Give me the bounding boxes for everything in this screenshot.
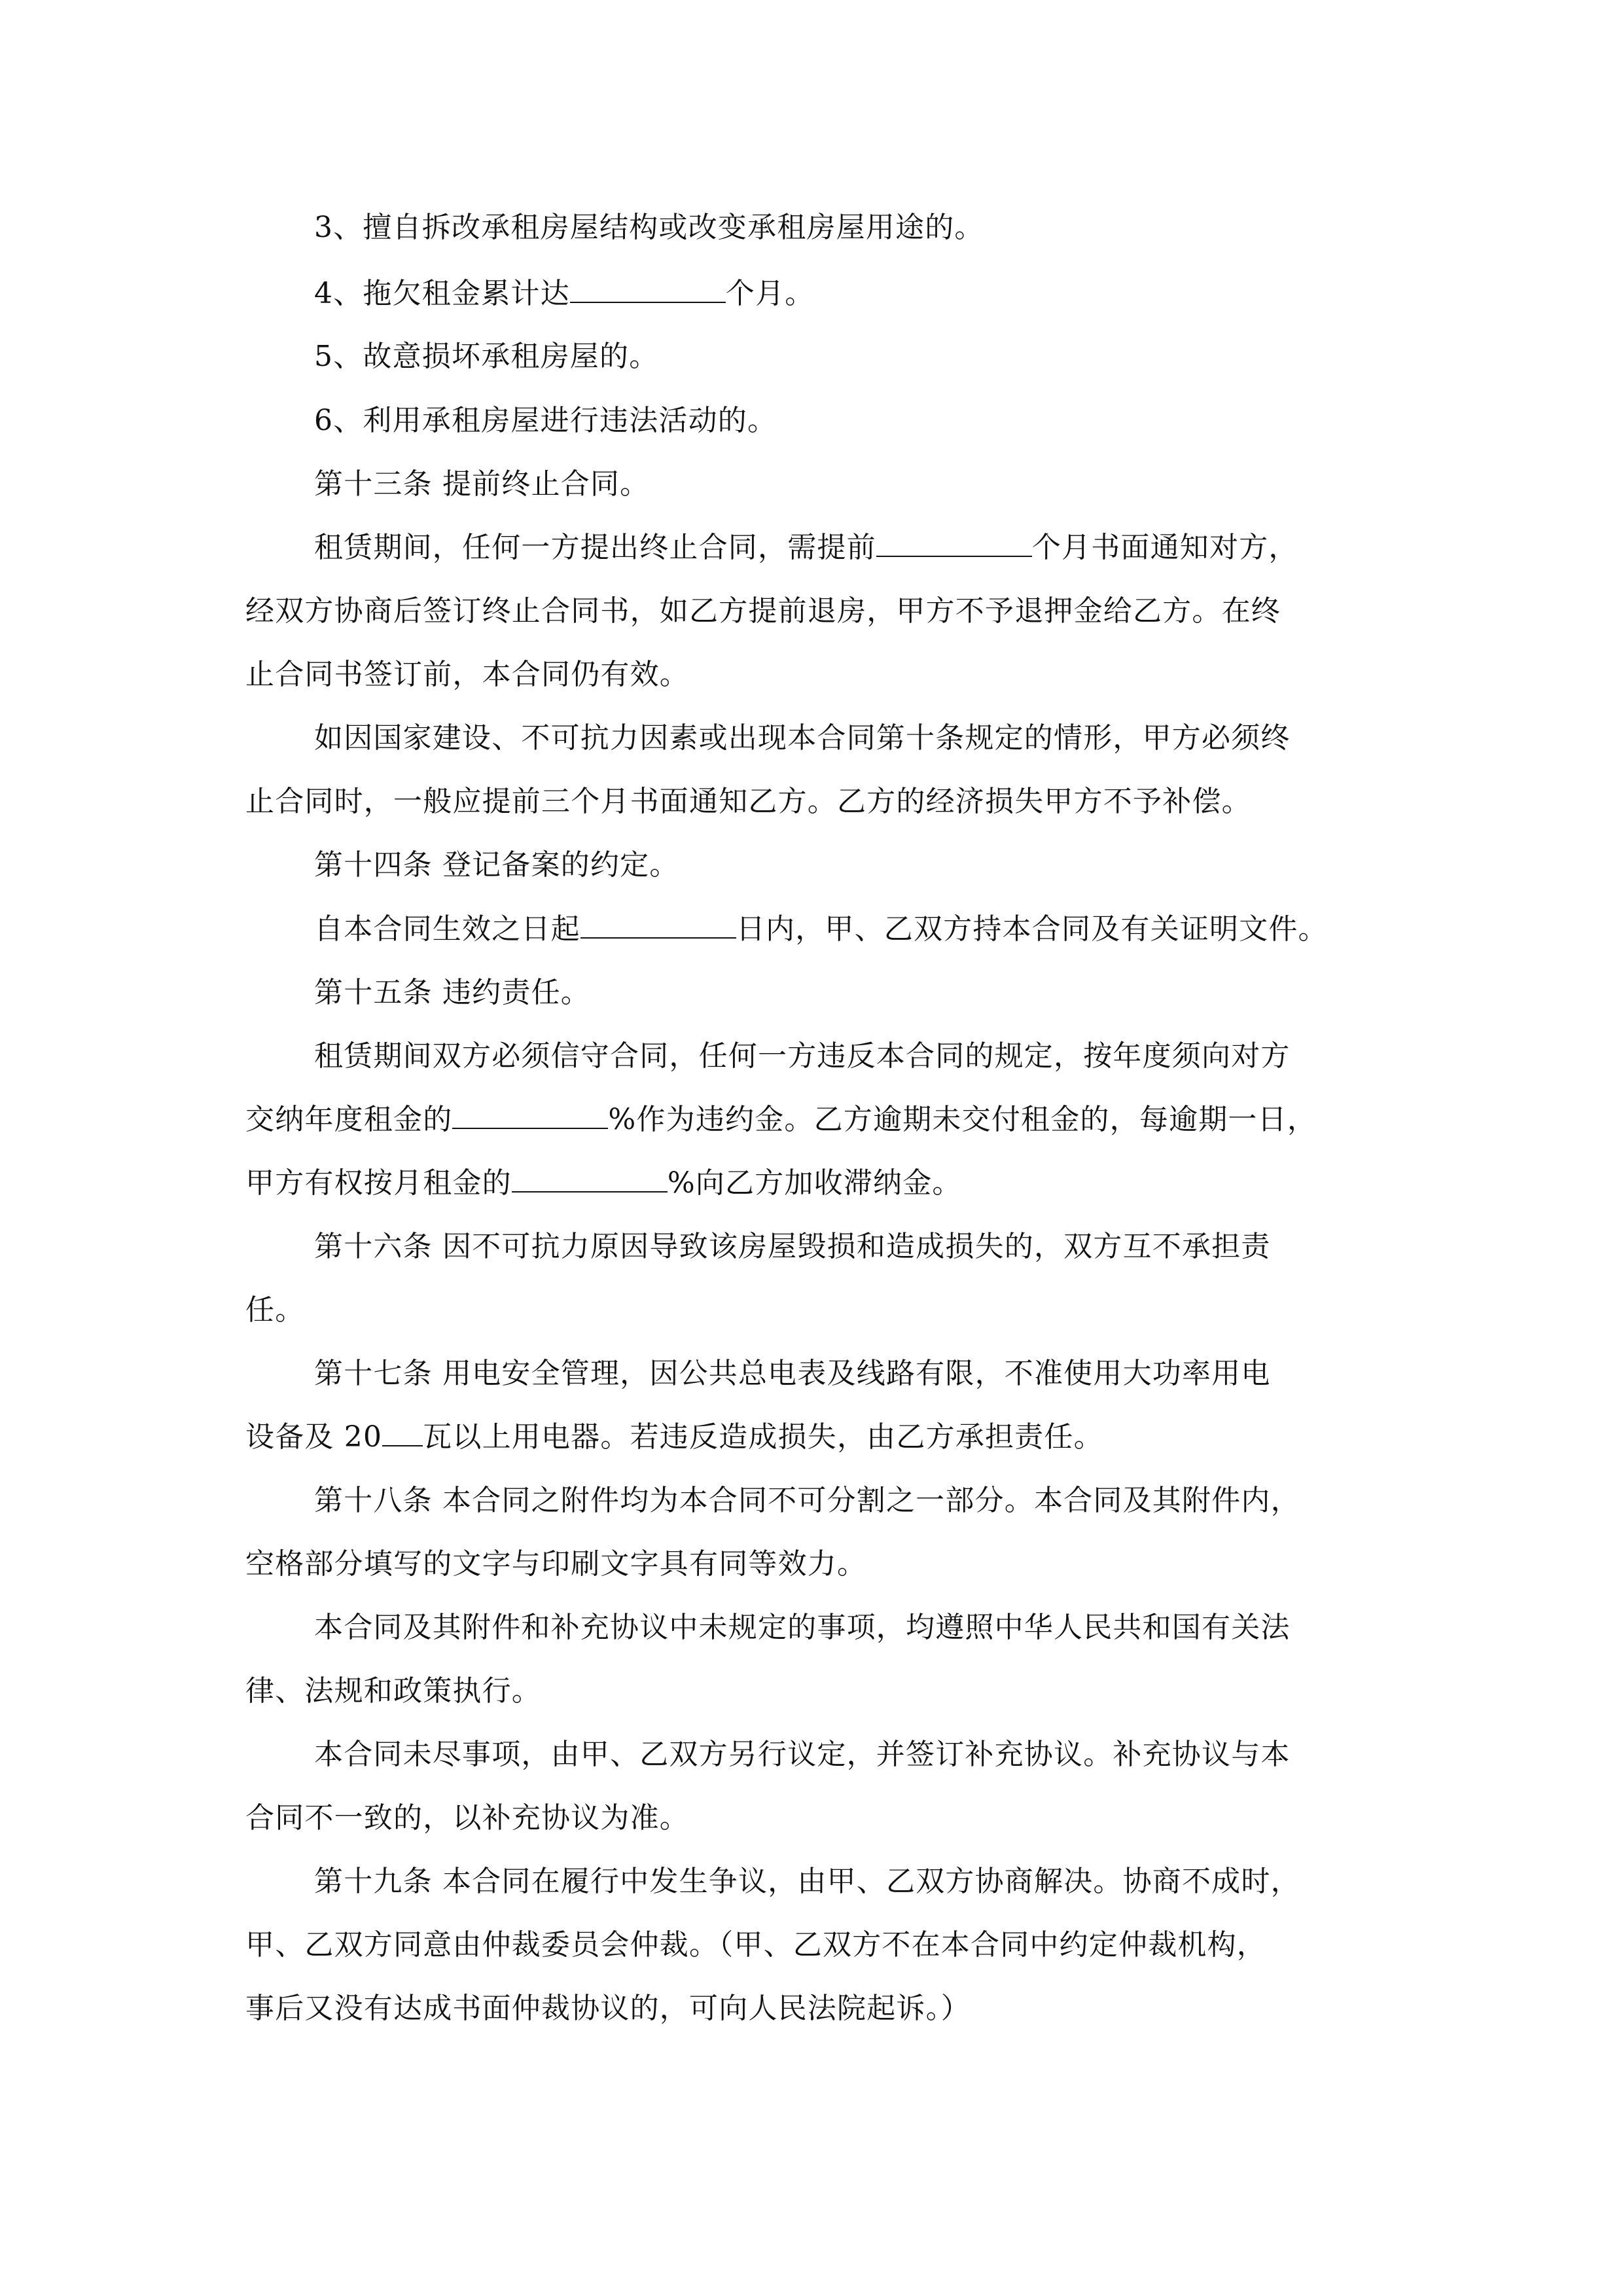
fill-blank-notice-months[interactable] (876, 529, 1032, 557)
line-text-after: 瓦以上用电器。若违反造成损失，由乙方承担责任。 (423, 1420, 1103, 1454)
article-19-paragraph-cont (245, 1926, 1423, 1965)
line-text-before: 甲方有权按月租金的 (245, 1166, 512, 1200)
line-text-after: 日内，甲、乙双方持本合同及有关证明文件。 (736, 912, 1328, 946)
article-19-paragraph (314, 1862, 1492, 1901)
line-text: 本合同及其附件和补充协议中未规定的事项，均遵照中华人民共和国有关法 (314, 1611, 1291, 1644)
clause-item-4 (314, 274, 1492, 314)
article-17-paragraph (314, 1354, 1492, 1393)
line-text: 租赁期间双方必须信守合同，任何一方违反本合同的规定，按年度须向对方 (314, 1039, 1291, 1073)
line-text: 律、法规和政策执行。 (245, 1674, 541, 1708)
article-18-paragraph-cont (245, 1545, 1423, 1584)
article-15-paragraph (314, 1037, 1492, 1076)
fill-blank-penalty-percent[interactable] (452, 1102, 608, 1129)
line-text: 第十四条 登记备案的约定。 (314, 848, 679, 882)
line-text: 事后又没有达成书面仲裁协议的，可向人民法院起诉。） (245, 1992, 971, 2025)
clause-item-5 (314, 337, 1492, 376)
article-15-paragraph-end (245, 1164, 1423, 1203)
line-text-after: 个月。 (725, 277, 815, 310)
article-13-paragraph-2 (314, 719, 1492, 758)
line-text: 合同不一致的，以补充协议为准。 (245, 1801, 689, 1835)
supplementary-paragraph-1 (314, 1608, 1492, 1647)
line-text: 第十七条 用电安全管理，因公共总电表及线路有限，不准使用大功率用电 (314, 1357, 1271, 1390)
article-13-paragraph-1 (314, 528, 1492, 567)
line-text: 第十九条 本合同在履行中发生争议，由甲、乙双方协商解决。协商不成时， (314, 1865, 1300, 1898)
line-text: 5、故意损坏承租房屋的。 (314, 340, 659, 373)
fill-blank-months-arrears[interactable] (570, 276, 726, 303)
line-text: 止合同时，一般应提前三个月书面通知乙方。乙方的经济损失甲方不予补偿。 (245, 785, 1251, 818)
line-text: 本合同未尽事项，由甲、乙双方另行议定，并签订补充协议。补充协议与本 (314, 1738, 1291, 1771)
line-text: 3、擅自拆改承租房屋结构或改变承租房屋用途的。 (314, 211, 984, 244)
article-18-paragraph (314, 1481, 1492, 1520)
line-text-before: 4、拖欠租金累计达 (314, 277, 570, 310)
article-19-paragraph-end (245, 1989, 1423, 2028)
article-15-paragraph-cont (245, 1100, 1423, 1139)
line-text-before: 交纳年度租金的 (245, 1103, 453, 1136)
line-text: 经双方协商后签订终止合同书，如乙方提前退房，甲方不予退押金给乙方。在终 (245, 594, 1281, 628)
article-14-heading (314, 846, 1492, 885)
line-text-before: 设备及 20 (245, 1420, 383, 1454)
article-15-heading (314, 973, 1492, 1013)
line-text: 任。 (245, 1293, 305, 1327)
line-text: 第十三条 提前终止合同。 (314, 467, 650, 501)
fill-blank-late-fee-percent[interactable] (512, 1165, 668, 1193)
fill-blank-registration-days[interactable] (580, 911, 736, 939)
article-13-paragraph-1-end (245, 655, 1423, 694)
line-text: 空格部分填写的文字与印刷文字具有同等效力。 (245, 1547, 867, 1581)
article-13-paragraph-2-cont (245, 782, 1423, 821)
article-16-paragraph-cont (245, 1291, 1423, 1330)
line-text: 第十六条 因不可抗力原因导致该房屋毁损和造成损失的，双方互不承担责 (314, 1230, 1271, 1263)
clause-item-6 (314, 401, 1492, 440)
line-text-after: %作为违约金。乙方逾期未交付租金的，每逾期一日， (608, 1103, 1317, 1136)
article-17-paragraph-cont (245, 1418, 1423, 1457)
fill-blank-wattage[interactable] (382, 1419, 423, 1446)
article-13-paragraph-1-cont (245, 592, 1423, 631)
line-text: 止合同书签订前，本合同仍有效。 (245, 658, 689, 691)
supplementary-paragraph-2 (314, 1735, 1492, 1774)
line-text-before: 租赁期间，任何一方提出终止合同，需提前 (314, 531, 876, 564)
line-text-after: 个月书面通知对方， (1031, 531, 1298, 564)
article-13-heading (314, 465, 1492, 504)
line-text-after: %向乙方加收滞纳金。 (667, 1166, 962, 1200)
article-14-paragraph (314, 910, 1492, 949)
line-text-before: 自本合同生效之日起 (314, 912, 580, 946)
article-16-paragraph (314, 1227, 1492, 1266)
line-text: 第十八条 本合同之附件均为本合同不可分割之一部分。本合同及其附件内， (314, 1484, 1300, 1517)
line-text: 第十五条 违约责任。 (314, 976, 590, 1009)
supplementary-paragraph-2-cont (245, 1799, 1423, 1838)
line-text: 甲、乙双方同意由仲裁委员会仲裁。（甲、乙双方不在本合同中约定仲裁机构， (245, 1928, 1266, 1962)
clause-item-3 (314, 208, 1492, 247)
line-text: 如因国家建设、不可抗力因素或出现本合同第十条规定的情形，甲方必须终 (314, 721, 1291, 755)
supplementary-paragraph-1-cont (245, 1672, 1423, 1711)
line-text: 6、利用承租房屋进行违法活动的。 (314, 404, 777, 437)
